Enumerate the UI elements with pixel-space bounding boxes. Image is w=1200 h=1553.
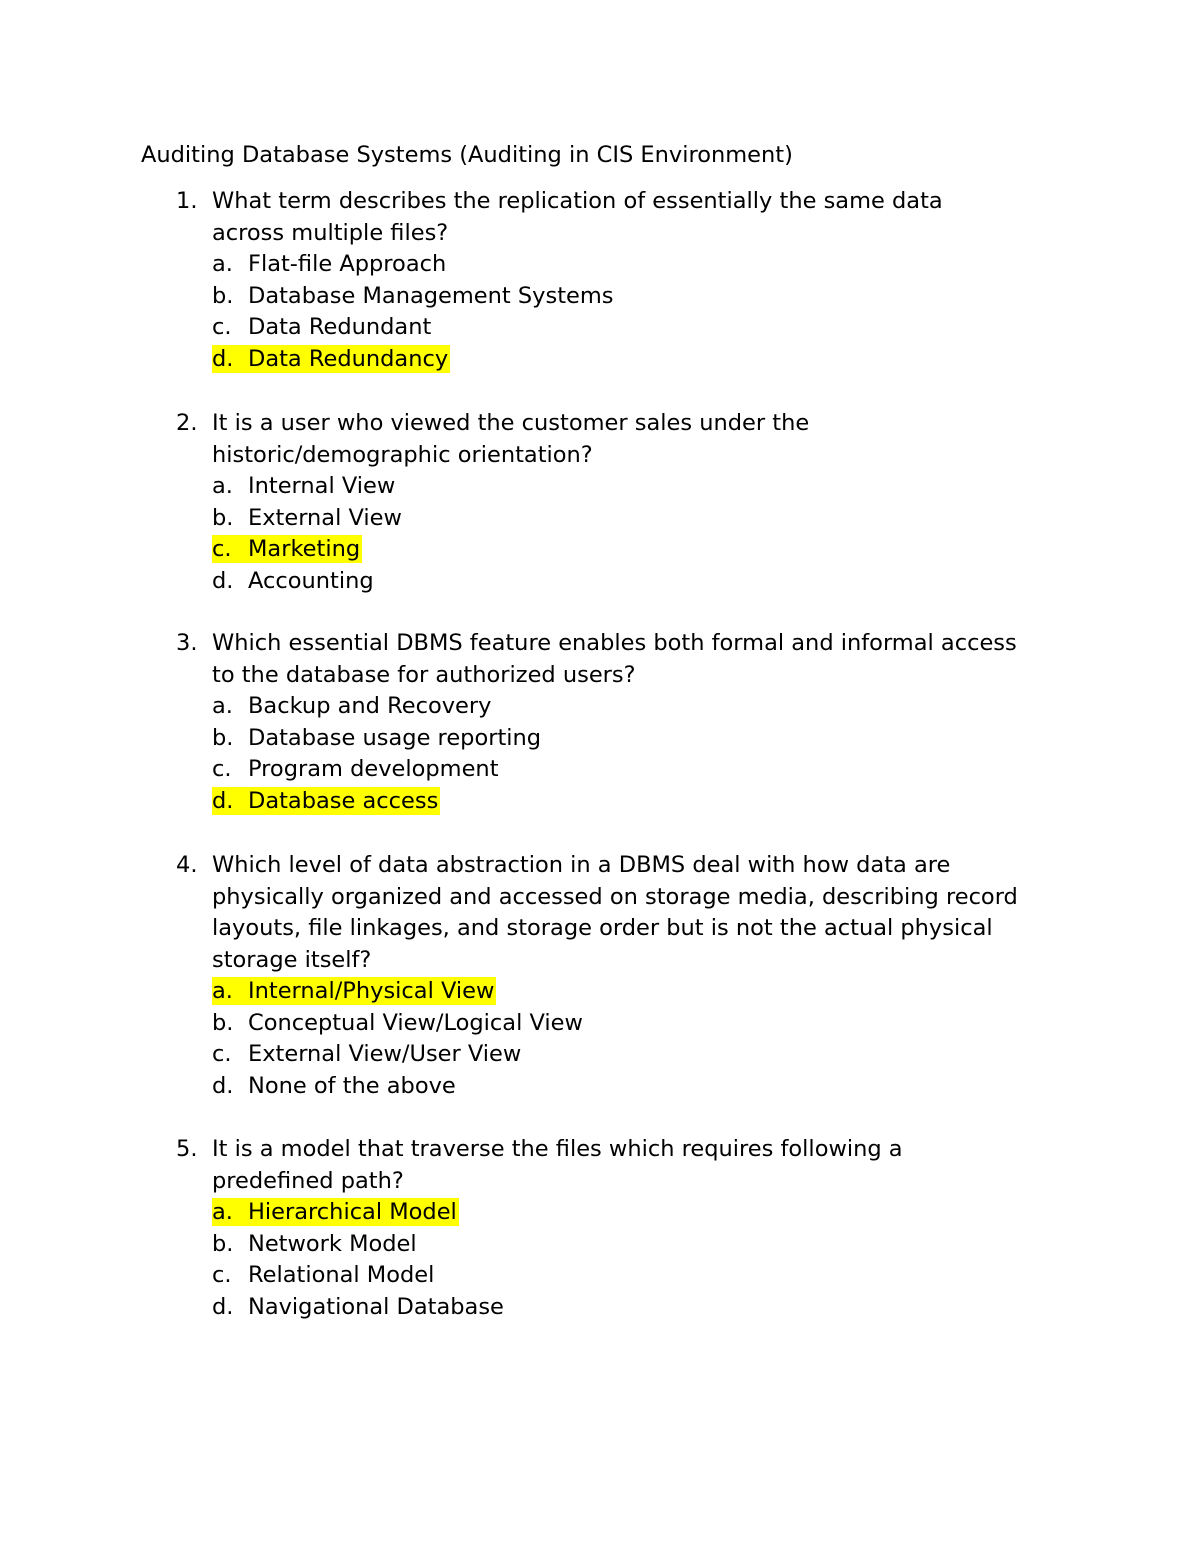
option-text: Backup and Recovery bbox=[248, 693, 492, 719]
option-text: Data Redundancy bbox=[248, 345, 449, 372]
option-text: Marketing bbox=[248, 536, 361, 562]
option-text: Internal View bbox=[248, 473, 396, 499]
answer-option-content bbox=[212, 345, 450, 373]
answer-option bbox=[212, 1229, 1076, 1261]
answer-option-content bbox=[212, 250, 448, 278]
question-text: It is a model that traverse the files which requires following a bbox=[212, 1136, 903, 1162]
question-text: Which essential DBMS feature enables both formal and informal access bbox=[212, 630, 1017, 656]
answer-option-content bbox=[212, 472, 397, 500]
option-letter: b. bbox=[212, 282, 234, 309]
answer-option-content bbox=[212, 1230, 419, 1258]
question-text-line bbox=[176, 850, 1076, 882]
answer-option-content bbox=[212, 504, 404, 532]
answer-option bbox=[212, 1008, 1076, 1040]
option-text: External View/User View bbox=[248, 1041, 522, 1067]
question-text: to the database for authorized users? bbox=[212, 661, 636, 688]
option-letter: d. bbox=[212, 567, 234, 594]
answer-option-content bbox=[212, 282, 616, 310]
option-text: Data Redundant bbox=[248, 314, 432, 340]
option-text: Database Management Systems bbox=[248, 282, 614, 309]
question-text: physically organized and accessed on storage media, describing record bbox=[212, 883, 1018, 910]
question-2 bbox=[176, 408, 1076, 597]
option-letter: b. bbox=[212, 504, 234, 531]
option-letter: c. bbox=[212, 1041, 232, 1067]
option-text: Conceptual View/Logical View bbox=[248, 1009, 583, 1036]
option-text: Hierarchical Model bbox=[248, 1199, 457, 1225]
option-text: Relational Model bbox=[248, 1262, 435, 1288]
answer-option-highlighted bbox=[212, 344, 1076, 376]
answer-option bbox=[212, 249, 1076, 281]
answer-option bbox=[212, 503, 1076, 535]
answer-option-content bbox=[212, 755, 501, 783]
option-letter: b. bbox=[212, 1009, 234, 1036]
question-text-line bbox=[176, 218, 1076, 250]
question-text: It is a user who viewed the customer sales under the bbox=[212, 410, 810, 436]
question-text: layouts, file linkages, and storage order but is not the actual physical bbox=[212, 915, 993, 941]
answer-option bbox=[212, 1260, 1076, 1292]
question-text: predefined path? bbox=[212, 1167, 404, 1194]
answer-option bbox=[212, 1292, 1076, 1324]
answer-option-content bbox=[212, 1072, 458, 1100]
question-text: across multiple files? bbox=[212, 219, 449, 246]
question-number: 4. bbox=[176, 852, 198, 878]
question-number: 2. bbox=[176, 410, 198, 436]
question-text-line bbox=[176, 660, 1076, 692]
question-text: What term describes the replication of essentially the same data bbox=[212, 188, 943, 214]
option-text: Network Model bbox=[248, 1230, 417, 1257]
answer-option-highlighted bbox=[212, 1197, 1076, 1229]
option-letter: c. bbox=[212, 756, 232, 782]
option-text: Program development bbox=[248, 756, 499, 782]
question-text-line bbox=[176, 628, 1076, 660]
option-letter: b. bbox=[212, 1230, 234, 1257]
question-text-line bbox=[176, 440, 1076, 472]
option-text: Database access bbox=[248, 787, 439, 814]
question-text: storage itself? bbox=[212, 946, 372, 973]
option-text: External View bbox=[248, 504, 402, 531]
answer-option-content bbox=[212, 567, 376, 595]
question-text: Which level of data abstraction in a DBMS deal with how data are bbox=[212, 852, 951, 878]
option-letter: a. bbox=[212, 978, 233, 1004]
answer-option bbox=[212, 723, 1076, 755]
question-5 bbox=[176, 1134, 1076, 1323]
question-text-line bbox=[176, 913, 1076, 945]
option-text: Database usage reporting bbox=[248, 724, 542, 751]
answer-option-content bbox=[212, 1009, 585, 1037]
option-text: Accounting bbox=[248, 567, 374, 594]
answer-option-highlighted bbox=[212, 786, 1076, 818]
option-letter: a. bbox=[212, 251, 233, 277]
option-letter: a. bbox=[212, 473, 233, 499]
answer-option bbox=[212, 281, 1076, 313]
answer-option-content bbox=[212, 1261, 436, 1289]
answer-option-highlighted bbox=[212, 534, 1076, 566]
answer-option-content bbox=[212, 787, 440, 815]
option-letter: c. bbox=[212, 1262, 232, 1288]
answer-option-content bbox=[212, 535, 362, 563]
option-letter: a. bbox=[212, 1199, 233, 1225]
question-text-line bbox=[176, 945, 1076, 977]
question-text-line bbox=[176, 1166, 1076, 1198]
answer-option bbox=[212, 754, 1076, 786]
answer-option-content bbox=[212, 1293, 506, 1321]
option-letter: c. bbox=[212, 536, 232, 562]
question-number: 3. bbox=[176, 630, 198, 656]
question-text: historic/demographic orientation? bbox=[212, 441, 593, 468]
answer-option-content bbox=[212, 977, 496, 1005]
question-text-line bbox=[176, 186, 1076, 218]
answer-option bbox=[212, 1071, 1076, 1103]
question-1 bbox=[176, 186, 1076, 375]
option-text: Flat-file Approach bbox=[248, 251, 447, 277]
option-text: None of the above bbox=[248, 1072, 456, 1099]
option-letter: d. bbox=[212, 1072, 234, 1099]
answer-option-content bbox=[212, 313, 433, 341]
question-text-line bbox=[176, 882, 1076, 914]
question-number: 5. bbox=[176, 1136, 198, 1162]
answer-option-content bbox=[212, 1198, 459, 1226]
option-letter: c. bbox=[212, 314, 232, 340]
answer-option bbox=[212, 1039, 1076, 1071]
answer-option bbox=[212, 691, 1076, 723]
answer-option bbox=[212, 566, 1076, 598]
question-text-line bbox=[176, 408, 1076, 440]
question-number: 1. bbox=[176, 188, 198, 214]
option-letter: a. bbox=[212, 693, 233, 719]
document-title: Auditing Database Systems (Auditing in CIS Environment) bbox=[141, 142, 793, 168]
option-letter: d. bbox=[212, 345, 234, 372]
question-text-line bbox=[176, 1134, 1076, 1166]
answer-option bbox=[212, 312, 1076, 344]
answer-option-content bbox=[212, 724, 543, 752]
option-letter: b. bbox=[212, 724, 234, 751]
option-text: Internal/Physical View bbox=[248, 978, 495, 1004]
question-4 bbox=[176, 850, 1076, 1102]
option-text: Navigational Database bbox=[248, 1293, 504, 1320]
answer-option bbox=[212, 471, 1076, 503]
option-letter: d. bbox=[212, 1293, 234, 1320]
answer-option-highlighted bbox=[212, 976, 1076, 1008]
question-3 bbox=[176, 628, 1076, 817]
answer-option-content bbox=[212, 692, 493, 720]
option-letter: d. bbox=[212, 787, 234, 814]
answer-option-content bbox=[212, 1040, 523, 1068]
